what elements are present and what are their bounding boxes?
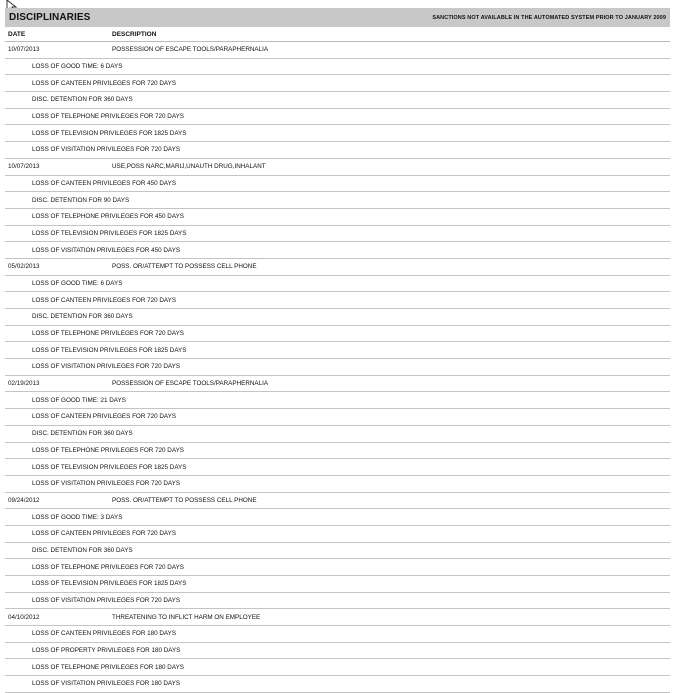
sanction-text: LOSS OF TELEVISION PRIVILEGES FOR 1825 DAYS: [32, 463, 187, 471]
offense-row: [5, 159, 670, 176]
offense-description: POSS. OR/ATTEMPT TO POSSESS CELL PHONE: [112, 263, 257, 271]
sanction-text: LOSS OF TELEPHONE PRIVILEGES FOR 720 DAYS: [32, 563, 184, 571]
sanction-text: LOSS OF GOOD TIME: 21 DAYS: [32, 396, 126, 404]
sanction-text: LOSS OF TELEVISION PRIVILEGES FOR 1825 DAYS: [32, 229, 187, 237]
sanction-row: [5, 626, 670, 643]
offense-date: 05/02/2013: [8, 263, 40, 271]
sanction-text: DISC. DETENTION FOR 360 DAYS: [32, 546, 133, 554]
sanction-text: LOSS OF CANTEEN PRIVILEGES FOR 720 DAYS: [32, 413, 177, 421]
sanction-row: [5, 242, 670, 259]
sanction-row: [5, 676, 670, 693]
sanction-row: [5, 192, 670, 209]
sanction-text: LOSS OF GOOD TIME: 3 DAYS: [32, 513, 123, 521]
sanction-row: [5, 326, 670, 343]
section-header: [5, 8, 670, 27]
sanction-row: [5, 209, 670, 226]
sanction-text: DISC. DETENTION FOR 90 DAYS: [32, 196, 130, 204]
sanction-text: LOSS OF PROPERTY PRIVILEGES FOR 180 DAYS: [32, 647, 181, 655]
disciplinaries-section: [5, 8, 670, 693]
sanction-row: [5, 92, 670, 109]
sanction-row: [5, 226, 670, 243]
offense-row: [5, 493, 670, 510]
sanction-text: LOSS OF VISITATION PRIVILEGES FOR 720 DAYS: [32, 480, 181, 488]
offense-description: POSSESSION OF ESCAPE TOOLS/PARAPHERNALIA: [112, 380, 269, 388]
sanction-row: [5, 476, 670, 493]
sanction-row: [5, 443, 670, 460]
offense-row: [5, 42, 670, 59]
sanction-text: LOSS OF CANTEEN PRIVILEGES FOR 720 DAYS: [32, 296, 177, 304]
sanction-row: [5, 459, 670, 476]
disciplinary-table: [5, 42, 670, 693]
offense-date: 02/19/2013: [8, 380, 40, 388]
sanction-text: DISC. DETENTION FOR 360 DAYS: [32, 313, 133, 321]
sanction-text: LOSS OF TELEVISION PRIVILEGES FOR 1825 DAYS: [32, 129, 187, 137]
offense-description: THREATENING TO INFLICT HARM ON EMPLOYEE: [112, 613, 261, 621]
sanction-text: LOSS OF TELEVISION PRIVILEGES FOR 1825 DAYS: [32, 580, 187, 588]
sanction-row: [5, 75, 670, 92]
sanction-row: [5, 309, 670, 326]
sanction-row: [5, 359, 670, 376]
offense-description: POSSESSION OF ESCAPE TOOLS/PARAPHERNALIA: [112, 46, 269, 54]
offense-date: 10/07/2013: [8, 163, 40, 171]
sanction-text: LOSS OF GOOD TIME: 6 DAYS: [32, 279, 123, 287]
offense-description: USE,POSS NARC,MARIJ,UNAUTH DRUG,INHALANT: [112, 163, 266, 171]
sanction-row: [5, 426, 670, 443]
sanction-row: [5, 292, 670, 309]
sanction-text: LOSS OF VISITATION PRIVILEGES FOR 720 DAYS: [32, 363, 181, 371]
sanction-row: [5, 142, 670, 159]
sanction-text: LOSS OF VISITATION PRIVILEGES FOR 720 DAYS: [32, 597, 181, 605]
sanction-row: [5, 526, 670, 543]
sanction-row: [5, 643, 670, 660]
sanction-text: LOSS OF CANTEEN PRIVILEGES FOR 450 DAYS: [32, 179, 177, 187]
sanction-text: LOSS OF TELEVISION PRIVILEGES FOR 1825 DAYS: [32, 346, 187, 354]
description-column-header: DESCRIPTION: [112, 30, 157, 38]
sanction-row: [5, 176, 670, 193]
sanction-row: [5, 576, 670, 593]
sanction-text: LOSS OF GOOD TIME: 6 DAYS: [32, 63, 123, 71]
sanction-row: [5, 342, 670, 359]
sanction-text: LOSS OF CANTEEN PRIVILEGES FOR 720 DAYS: [32, 530, 177, 538]
sanction-row: [5, 509, 670, 526]
date-column-header: DATE: [8, 30, 26, 38]
sanction-row: [5, 559, 670, 576]
offense-row: [5, 609, 670, 626]
sanction-text: LOSS OF TELEPHONE PRIVILEGES FOR 720 DAYS: [32, 113, 184, 121]
sanction-row: [5, 659, 670, 676]
offense-row: [5, 376, 670, 393]
sanction-text: DISC. DETENTION FOR 360 DAYS: [32, 96, 133, 104]
column-headers: [5, 27, 670, 42]
section-note: SANCTIONS NOT AVAILABLE IN THE AUTOMATED SYSTEM PRIOR TO JANUARY 2009: [432, 14, 666, 21]
sanction-row: [5, 59, 670, 76]
sanction-row: [5, 593, 670, 610]
sanction-text: LOSS OF CANTEEN PRIVILEGES FOR 180 DAYS: [32, 630, 177, 638]
sanction-text: LOSS OF CANTEEN PRIVILEGES FOR 720 DAYS: [32, 79, 177, 87]
sanction-text: LOSS OF VISITATION PRIVILEGES FOR 180 DAYS: [32, 680, 181, 688]
offense-row: [5, 259, 670, 276]
sanction-row: [5, 109, 670, 126]
sanction-text: DISC. DETENTION FOR 360 DAYS: [32, 430, 133, 438]
sanction-text: LOSS OF TELEPHONE PRIVILEGES FOR 720 DAYS: [32, 446, 184, 454]
section-title: DISCIPLINARIES: [9, 12, 91, 23]
sanction-text: LOSS OF VISITATION PRIVILEGES FOR 450 DAYS: [32, 246, 181, 254]
offense-date: 10/07/2013: [8, 46, 40, 54]
sanction-row: [5, 392, 670, 409]
sanction-text: LOSS OF TELEPHONE PRIVILEGES FOR 450 DAYS: [32, 213, 184, 221]
sanction-row: [5, 409, 670, 426]
offense-date: 04/10/2012: [8, 613, 40, 621]
sanction-text: LOSS OF TELEPHONE PRIVILEGES FOR 180 DAYS: [32, 663, 184, 671]
offense-date: 09/24/2012: [8, 496, 40, 504]
sanction-row: [5, 276, 670, 293]
sanction-text: LOSS OF VISITATION PRIVILEGES FOR 720 DAYS: [32, 146, 181, 154]
offense-description: POSS. OR/ATTEMPT TO POSSESS CELL PHONE: [112, 496, 257, 504]
sanction-text: LOSS OF TELEPHONE PRIVILEGES FOR 720 DAYS: [32, 330, 184, 338]
sanction-row: [5, 125, 670, 142]
sanction-row: [5, 543, 670, 560]
